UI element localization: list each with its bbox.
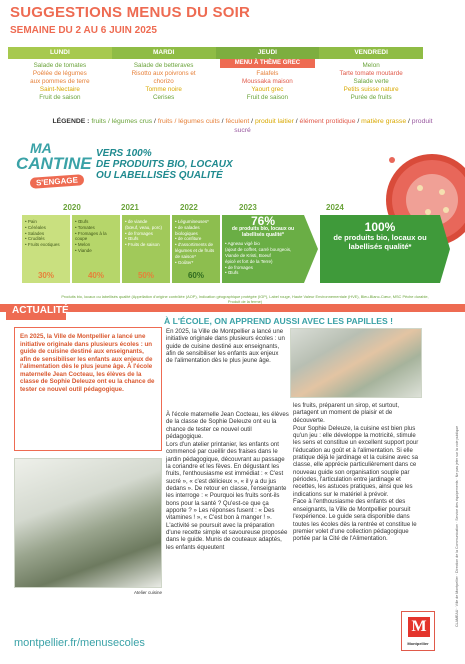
stage-item: • Fruits de saison — [125, 242, 160, 248]
stage-item: • Œufs — [125, 236, 139, 242]
article-col-2 — [293, 402, 425, 543]
footer-url[interactable] — [14, 637, 145, 649]
stage-item: • Pain — [25, 219, 37, 224]
stage-item: • Œufs — [225, 270, 239, 276]
menu-item: chorizo — [153, 78, 174, 85]
page-title: SUGGESTIONS MENUS DU SOIR — [10, 4, 251, 21]
day-label: JEUDI — [216, 47, 320, 59]
goal-caption: de produits bio, locaux ou labellisés qualité* — [333, 232, 427, 251]
theme-badge: MENU À THÈME GREC — [220, 59, 316, 68]
menu-table — [8, 47, 423, 115]
stage-item: • Melon — [75, 242, 91, 248]
stage-item: légumes et de fruits — [175, 247, 215, 253]
url-path: menusecoles — [80, 637, 145, 649]
menu-item: Salade verte — [353, 78, 389, 85]
menu-legend — [50, 117, 435, 135]
montpellier-logo — [401, 611, 435, 651]
cantine-tagline — [96, 148, 233, 181]
article-col-1b — [166, 411, 290, 552]
stage-item: de saison* — [175, 253, 197, 259]
tagline-line: VERS 100% — [96, 148, 152, 159]
side-note-text: CLAMEAU · Ville de Montpellier · Direction de la Communication · Service des équipements · Ne pas jeter sur la voie publique — [455, 425, 459, 627]
stage-items — [25, 219, 67, 248]
stage-item: • Fruits exotiques — [25, 242, 60, 248]
year-label: 2024 — [326, 203, 344, 212]
day-label: MARDI — [112, 47, 216, 59]
stage-item: • Œufs — [75, 219, 89, 224]
menu-day-jeudi — [216, 47, 320, 115]
stage-item: • Tomates — [75, 224, 95, 230]
stage-item: • de salades — [175, 224, 200, 230]
timeline-stage — [172, 215, 220, 283]
paragraph: Lors d'un atelier printanier, les enfants ont commencé par cueillir des fraises dans le jardin pédagogique, découvrant au passage la coriandre et les fèves. En dégustant les fruits, l'enthousiasme est immédiat : « C'est sucré », « c'est délicieux », « il y a du jus dedans ». De retour en classe, l'enseignante les interroge : « Pourquoi les fruits sont-ils bons pour la santé ? Qu'est-ce que ça apporte ? » Les réponses fusent : « Des vitamines ! », « C'est bon à manger ! ». L'activité se poursuit avec la préparation d'une recette simple et savoureuse proposée dans le guide. Munis de couteaux adaptés, les enfants équeutent — [166, 440, 288, 551]
stage-item: • Céréales — [25, 224, 46, 230]
actualite-tag: ACTUALITÉ — [6, 304, 66, 320]
menu-item: aux pommes de terre — [30, 78, 90, 85]
stage-item: • Salades — [25, 230, 45, 236]
workshop-photo — [14, 458, 162, 588]
stage-item: • Viande — [75, 247, 92, 253]
stage-item: • Goûter* — [175, 259, 194, 265]
timeline-stage — [72, 215, 120, 283]
stage-percent: 30% — [37, 271, 54, 281]
stage-item: • d'assortiments de — [175, 242, 213, 248]
stage-items — [75, 219, 117, 254]
menu-item: Yaourt grec — [251, 86, 284, 93]
photo-caption: Atelier cuisine — [134, 590, 163, 595]
stage-caption: de produits bio, locaux ou labellisés qualité* — [231, 225, 295, 238]
paragraph: Face à l'enthousiasme des enfants et des enseignants, la Ville de Montpellier poursuit l'expérience. Le guide sera disponible dans toutes les écoles dès la rentrée et constitue le premier volet d'une collection pédagogique portée par la Cité de l'Alimentation. — [293, 498, 417, 543]
day-label: VENDREDI — [319, 47, 423, 59]
legend-item: fruits / légumes cuits — [157, 118, 220, 125]
menu-day-lundi — [8, 47, 112, 115]
menu-item: Fruit de saison — [246, 94, 289, 101]
timeline-stage — [222, 215, 304, 283]
strawberry-photo — [290, 328, 422, 398]
legend-item: produit laitier — [254, 118, 294, 125]
goal-percent: 100% — [364, 220, 396, 234]
menu-item: Salade de tomates — [33, 62, 87, 69]
day-items — [112, 59, 216, 115]
legend-item: matière grasse — [361, 118, 407, 125]
stage-item: • de fromages — [225, 264, 253, 270]
legend-item: fruits / légumes crus — [91, 118, 153, 125]
menu-item: Poêlée de légumes — [32, 70, 87, 77]
legend-label: LÉGENDE : — [52, 118, 90, 125]
legend-item: élément protidique — [299, 118, 356, 125]
menu-day-vendredi — [319, 47, 423, 115]
paragraph: À l'école maternelle Jean Cocteau, les élèves de la classe de Sophie Deleuze ont eu la chance de tester ce nouvel outil pédagogique. — [166, 411, 289, 441]
ma-cantine-logo — [14, 140, 94, 200]
timeline-footnote: Produits bio, locaux ou labellisés qualité (Appellation d'origine contrôlée (AOP), Indication géographique protégée (IGP), Label rouge, Haute Valeur Environnementale (HVE), Bleu-Blanc-Cœur, MSC Pêche durable, Produit de la ferme) — [61, 294, 429, 304]
stage-item: (bœuf, veau, porc) — [125, 224, 163, 230]
day-items — [216, 59, 320, 115]
year-label: 2020 — [63, 203, 81, 212]
day-label: LUNDI — [8, 47, 112, 59]
menu-day-mardi — [112, 47, 216, 115]
stage-item: • Crudités — [25, 236, 45, 242]
stage-item: biologiques — [175, 230, 198, 236]
stage-item: • de fromages — [125, 230, 153, 236]
timeline — [8, 211, 448, 289]
logo-ma: MA — [30, 140, 52, 156]
logo-engage: S'ENGAGE — [30, 174, 85, 189]
stage-item: • de viande — [125, 219, 148, 224]
paragraph: En 2025, la Ville de Montpellier a lancé une initiative originale dans plusieurs écoles : un guide de cuisine destiné aux enseignants, afin de sensibiliser les enfants aux enjeux de l'alimentation dès le plus jeune âge. — [166, 328, 285, 365]
paragraph: Pour Sophie Deleuze, la cuisine est bien plus qu'un jeu : elle développe la motricité, stimule les sens et constitue un excellent support pour l'éducation au goût et à l'alimentation. Si elle pratique déjà le jardinage et la cuisine avec sa classe, elle apprécie particulièrement dans ce nouveau guide son organisation souple par périodes, l'articulation entre jardinage et recettes, les astuces pratiques, ainsi que les indications sur le matériel à prévoir. — [293, 424, 419, 498]
side-legal-note — [452, 300, 460, 630]
stage-percent: 50% — [137, 271, 154, 281]
stage-big-percent: 76% — [250, 214, 276, 228]
timeline-stage — [22, 215, 70, 283]
stage-item: • Légumineuses* — [175, 219, 209, 224]
timeline-goal — [320, 215, 440, 283]
menu-item: Cerises — [152, 94, 175, 101]
stage-items — [175, 219, 217, 265]
legend-item: féculent — [225, 118, 250, 125]
page-subtitle: SEMAINE DU 2 AU 6 JUIN 2025 — [10, 25, 157, 36]
intro-text: En 2025, la Ville de Montpellier a lancé une initiative originale dans plusieurs écoles : un guide de cuisine destiné aux enseignants, afin de sensibiliser les enfants aux enjeux de l'alimentation dès le plus jeune âge. À l'école maternelle Jean Cocteau, les élèves de la classe de Sophie Deleuze ont eu la chance de tester ce nouvel outil pédagogique. — [20, 333, 155, 393]
stage-items — [225, 241, 301, 276]
stage-item: • Fromages à la coupe — [75, 230, 107, 242]
day-items — [8, 59, 112, 115]
legend-item: produit sucré — [234, 118, 433, 134]
day-items — [319, 59, 423, 115]
year-label: 2023 — [239, 203, 257, 212]
menu-item: Saint-Nectaire — [39, 86, 80, 93]
stage-item: • Agneau vigé bio — [225, 241, 260, 247]
menu-item: Purée de fruits — [350, 94, 392, 101]
menu-item: Moussaka maison — [242, 78, 293, 85]
menu-item: Tomme noire — [145, 86, 182, 93]
article-headline: À L'ÉCOLE, ON APPREND AUSSI AVEC LES PAPILLES ! — [164, 316, 394, 326]
legend-items: fruits / légumes crus / fruits / légumes cuits / féculent / produit laitier / élément protidique / matière grasse / produit sucré — [91, 118, 433, 134]
year-label: 2021 — [121, 203, 139, 212]
menu-item: Petits suisse nature — [343, 86, 399, 93]
year-label: 2022 — [180, 203, 198, 212]
article-intro — [14, 327, 162, 451]
stage-items — [125, 219, 167, 248]
logo-cantine: CANTINE — [16, 154, 92, 173]
menu-item: Falafels — [256, 70, 279, 77]
stage-item: épicé et fort de la Terre) — [225, 258, 273, 264]
timeline-arrow — [440, 215, 450, 283]
menu-item: Fruit de saison — [39, 94, 81, 101]
article-col-1 — [166, 328, 286, 365]
paragraph: les fruits, préparent un sirop, et surtout, partagent un moment de plaisir et de découverte. — [293, 402, 400, 424]
url-domain: montpellier.fr/ — [14, 637, 81, 649]
stage-item: (ajout de coffret, carré bourgeois, — [225, 247, 292, 253]
menu-item: Salade de betteraves — [133, 62, 194, 69]
menu-item: Tarte tomate moutarde — [339, 70, 403, 77]
section-band — [0, 304, 465, 312]
tagline-line: OU LABELLISÉS QUALITÉ — [96, 170, 223, 181]
stage-item: Viande de Kristi, Boeuf — [225, 252, 271, 258]
stage-item: • de confiture — [175, 236, 202, 242]
timeline-arrow — [304, 215, 318, 283]
stage-percent: 40% — [87, 271, 104, 281]
tagline-line: DE PRODUITS BIO, LOCAUX — [96, 159, 233, 170]
menu-item: Melon — [362, 62, 380, 69]
timeline-stage — [122, 215, 170, 283]
stage-percent: 60% — [187, 271, 204, 281]
logo-letter: M — [408, 617, 430, 637]
logo-text: Montpellier — [407, 641, 429, 646]
menu-item: Risotto aux poivrons et — [131, 70, 196, 77]
